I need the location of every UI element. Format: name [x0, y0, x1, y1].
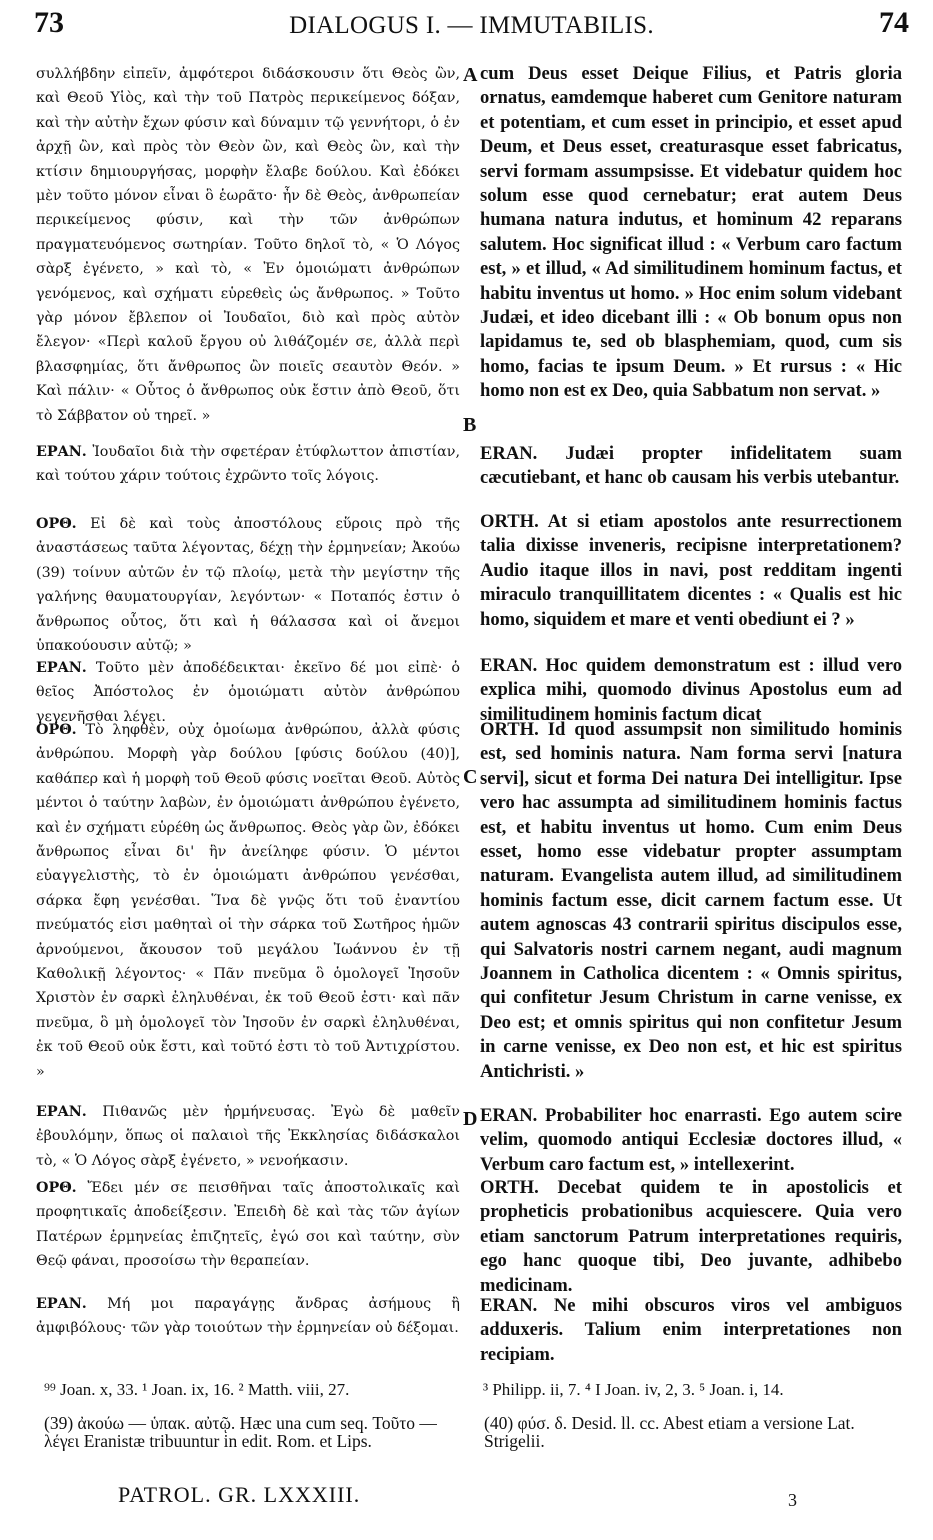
- greek-block-8: [36, 1292, 460, 1368]
- signature-mark: PATROL. GR. LXXXIII.: [118, 1482, 361, 1507]
- latin-block-3: [480, 510, 902, 640]
- latin-block-2: [480, 442, 902, 498]
- greek-paragraph: Μή μοι παραγάγῃς ἄνδρας ἀσήμους ἢ ἀμφιβόλους· τῶν γὰρ τοιούτων τὴν ἑρμηνείαν οὐ δέξομαι.: [36, 1296, 461, 1337]
- latin-block-1: [480, 62, 902, 422]
- speaker-label: ΟΡΘ.: [36, 722, 77, 738]
- scripture-footnotes: [36, 1380, 916, 1404]
- latin-paragraph: Ne mihi obscuros viros vel ambiguos adduxeris. Talium enim interpretationes non recipiam.: [480, 1295, 902, 1365]
- greek-block-6: [36, 1100, 460, 1176]
- left-page-number: 73: [34, 6, 64, 39]
- latin-block-6: [480, 1104, 902, 1176]
- margin-letter-a: A: [463, 64, 478, 86]
- greek-paragraph: συλλήβδην εἰπεῖν, ἀμφότεροι διδάσκουσιν ὅτι Θεὸς ὢν, καὶ Θεοῦ Υἱὸς, καὶ τὴν τοῦ Πατρὸς περικείμενος δόξαν, καὶ τὴν αὐτὴν ἔχων φύσιν καὶ δύναμιν τῷ γεννήτορι, ὁ ἐν ἀρχῇ ὢν, καὶ πρὸς τὸν Θεὸν ὢν, καὶ Θεὸς ὢν, καὶ τὴν κτίσιν δημιουργήσας, μορφὴν ἔλαβε δούλου. Καὶ ἐδόκει μὲν τοῦτο μόνον εἶναι ὃ ἑωρᾶτο· ἦν δὲ Θεὸς, ἀνθρωπείαν περικείμενος φύσιν, καὶ τὴν τῶν ἀνθρώπων πραγματευόμενος σωτηρίαν. Τοῦτο δηλοῖ τὸ, « Ὁ Λόγος σὰρξ ἐγένετο, » καὶ τὸ, « Ἐν ὁμοιώματι ἀνθρώπων γενόμενος, καὶ σχήματι εὑρεθεὶς ὡς ἄνθρωπος. » Τοῦτο γὰρ μόνον ἔβλεπον οἱ Ἰουδαῖοι, διὸ καὶ πρὸς αὐτὸν ἔλεγον· «Περὶ καλοῦ ἔργου οὐ λιθάζομέν σε, ἀλλὰ περὶ βλασφημίας, ὅτι ἄνθρωπος ὢν ποιεῖς σεαυτὸν Θεόν. » Καὶ πάλιν· « Οὗτος ὁ ἄνθρωπος οὐκ ἔστιν ἀπὸ Θεοῦ, ὅτι τὸ Σάββατον οὐ τηρεῖ. »: [36, 66, 460, 424]
- margin-letter-b: B: [463, 414, 477, 436]
- speaker-label: ΟΡΘ.: [36, 1180, 77, 1196]
- right-page-number: 74: [879, 6, 909, 39]
- greek-paragraph: Εἰ δὲ καὶ τοὺς ἀποστόλους εὕροις πρὸ τῆς ἀναστάσεως ταῦτα λέγοντας, δέχῃ τὴν ἑρμηνείαν; Ἀκούω (39) τοίνυν αὐτῶν ἐν τῷ πλοίῳ, μετὰ τὴν μεγίστην τῆς γαλήνης θαυματουργίαν, λεγόντων· « Ποταπός ἐστιν ὁ ἄνθρωπος οὗτος, ὅτι καὶ ἡ θάλασσα καὶ οἱ ἄνεμοι ὑπακούουσιν αὐτῷ; »: [36, 516, 460, 655]
- speaker-label: ΕΡΑΝ.: [36, 1104, 87, 1120]
- greek-paragraph: Ἔδει μέν σε πεισθῆναι ταῖς ἀποστολικαῖς καὶ προφητικαῖς ἀποδείξεσιν. Ἐπειδὴ δὲ καὶ τὰς τῶν ἁγίων Πατέρων ἑρμηνείας ἐπιζητεῖς, ἐγώ σοι καὶ ταύτην, σὺν Θεῷ φάναι, προσοίσω τὴν θεραπείαν.: [36, 1180, 461, 1270]
- editorial-note-39: (39) ἀκούω — ὑπακ. αὐτῷ. Hæc una cum seq. Τοῦτο — λέγει Eranistæ tribuuntur in edit. Rom. et Lips.: [44, 1413, 437, 1451]
- footnote-latin-refs: ³ Philipp. ii, 7. ⁴ I Joan. iv, 2, 3. ⁵ Joan. i, 14.: [483, 1380, 784, 1399]
- speaker-label: ΕΡΑΝ.: [36, 660, 87, 676]
- greek-paragraph: Τοῦτο μὲν ἀποδέδεικται· ἐκεῖνο δέ μοι εἰπὲ· ὁ θεῖος Ἀπόστολος ἐν ὁμοιώματι αὐτὸν ἀνθρώπου γεγενῆσθαι λέγει.: [36, 660, 460, 725]
- speaker-label: ERAN.: [480, 655, 538, 676]
- speaker-label: ΕΡΑΝ.: [36, 1296, 87, 1312]
- speaker-label: ERAN.: [480, 443, 538, 464]
- speaker-label: ORTH.: [480, 719, 539, 740]
- greek-paragraph: Πιθανῶς μὲν ἡρμήνευσας. Ἐγὼ δὲ μαθεῖν ἐβουλόμην, ὅπως οἱ παλαιοὶ τῆς Ἐκκλησίας διδάσκαλοι τὸ, « Ὁ Λόγος σὰρξ ἐγένετο, » νενοήκασιν.: [36, 1104, 460, 1169]
- greek-block-1: [36, 62, 460, 428]
- greek-block-4: [36, 656, 460, 725]
- margin-letter-d: D: [463, 1108, 478, 1130]
- speaker-label: ΕΡΑΝ.: [36, 444, 87, 460]
- speaker-label: ORTH.: [480, 511, 539, 532]
- latin-paragraph: Judæi propter infidelitatem suam cæcutiebant, et hanc ob causam his verbis utebantur.: [480, 443, 902, 489]
- page-header: [30, 6, 913, 46]
- footnote-greek-refs: ⁹⁹ Joan. x, 33. ¹ Joan. ix, 16. ² Matth. viii, 27.: [44, 1380, 350, 1399]
- latin-paragraph: cum Deus esset Deique Filius, et Patris gloria ornatus, eamdemque haberet cum Genitore naturam et potentiam, et cum esset in principio, et esset apud Deum, et Deus esset, creaturasque esset fabricatus, servi formam assumpsisse. Et videbatur quidem hoc solum esse quod cernebatur; erat autem Deus humana natura indutus, et hominum 42 reparans salutem. Hoc significat illud : « Verbum caro factum est, » et illud, « Ad similitudinem hominum factus, et habitu inventus ut homo. » Hoc enim solum videbant Judæi, et ideo dicebant illi : « Ob bonum opus non lapidamus te, sed ob blasphemiam, quod, cum sis homo, facias te ipsum Deum. » Et rursus : « Hic homo non est ex Deo, quia Sabbatum non servat. »: [480, 63, 902, 402]
- running-title: DIALOGUS I. — IMMUTABILIS.: [289, 12, 654, 39]
- latin-block-7: [480, 1176, 902, 1296]
- greek-block-7: [36, 1176, 460, 1292]
- editorial-note-40: (40) φύσ. δ. Desid. ll. cc. Abest etiam a versione Lat. Strigelii.: [484, 1413, 855, 1451]
- margin-letter-c: C: [463, 766, 478, 788]
- sheet-number: 3: [788, 1490, 797, 1510]
- latin-block-4: [480, 654, 902, 725]
- speaker-label: ERAN.: [480, 1295, 538, 1316]
- greek-paragraph: Ἰουδαῖοι διὰ τὴν σφετέραν ἐτύφλωττον ἀπιστίαν, καὶ τούτου χάριν τούτοις ἐχρῶντο τοῖς λόγοις.: [36, 444, 460, 485]
- latin-paragraph: Probabiliter hoc enarrasti. Ego autem scire velim, quomodo antiqui Ecclesiæ doctores illud, « Verbum caro factum est, » intellexerint.: [480, 1105, 902, 1175]
- latin-block-5: [480, 718, 902, 1090]
- latin-paragraph: Id quod assumpsit non similitudo hominis est, sed hominis natura. Nam forma servi [natura servi], sicut et forma Dei natura Dei intelligitur. Ipse vero hac assumpta ad similitudinem hominis factus est, et habitu inventus ut homo. Cum enim Deus esset, homo esse videbatur propter assumptam naturam. Evangelista autem illud, ad similitudinem hominis factum esse, dicit carnem factum esse. Ut autem agnoscas 43 contrarii spiritus discipulos esse, qui Salvatoris nostri carnem negant, audi magnum Joannem in Catholica dicentem : « Omnis spiritus, qui confitetur Jesum Christum in carne venisse, ex Deo est; et omnis spiritus qui non confitetur Jesum in carne venisse, ex Deo non est, et hic est spiritus Antichristi. »: [480, 719, 902, 1082]
- latin-paragraph: At si etiam apostolos ante resurrectionem talia dixisse inveneris, recipisne interpretationem? Audio itaque illos in navi, post redditam ingenti miraculo tranquillitatem dicentes : « Qualis est hic homo, siquidem et mare et venti obediunt ei ? »: [480, 511, 903, 630]
- greek-block-5: [36, 718, 460, 1096]
- speaker-label: ΟΡΘ.: [36, 516, 77, 532]
- latin-paragraph: Hoc quidem demonstratum est : illud vero explica mihi, quomodo divinus Apostolus eum ad similitudinem hominis factum dicat: [480, 655, 902, 725]
- speaker-label: ERAN.: [480, 1105, 538, 1126]
- latin-paragraph: Decebat quidem te in apostolicis et propheticis probationibus acquiescere. Quia vero etiam sanctorum Patrum interpretationes requiris, ego hanc quoque tibi, Deo juvante, adhibebo medicinam.: [480, 1177, 902, 1296]
- speaker-label: ORTH.: [480, 1177, 539, 1198]
- greek-block-2: [36, 440, 460, 512]
- latin-block-8: [480, 1294, 902, 1368]
- greek-block-3: [36, 512, 460, 655]
- greek-paragraph: Τὸ ληφθὲν, οὐχ ὁμοίωμα ἀνθρώπου, ἀλλὰ φύσις ἀνθρώπου. Μορφὴ γὰρ δούλου [φύσις δούλου (40)], καθάπερ καὶ ἡ μορφὴ τοῦ Θεοῦ φύσις νοεῖται Θεοῦ. Αὐτὸς μέντοι ὁ ταύτην λαβὼν, ἐν ὁμοιώματι ἀνθρώπου ἐγένετο, καὶ ἐν σχήματι εὑρέθη ὡς ἄνθρωπος. Θεὸς γὰρ ὢν, ἐδόκει ἄνθρωπος εἶναι δι' ἣν ἀνείληφε φύσιν. Ὁ μέντοι εὐαγγελιστὴς, τὸ ἐν ὁμοιώματι ἀνθρώπου γενέσθαι, σάρκα ἔφη γενέσθαι. Ἵνα δὲ γνῷς ὅτι τοῦ ἐναντίου πνεύματός εἰσι μαθηταὶ οἱ τὴν σάρκα τοῦ Σωτῆρος ἡμῶν ἀρνούμενοι, ἄκουσον τοῦ μεγάλου Ἰωάννου ἐν τῇ Καθολικῇ λέγοντος· « Πᾶν πνεῦμα ὃ ὁμολογεῖ Ἰησοῦν Χριστὸν ἐν σαρκὶ ἐληλυθέναι, ἐκ τοῦ Θεοῦ ἐστι· καὶ πᾶν πνεῦμα, ὃ μὴ ὁμολογεῖ τὸν Ἰησοῦν ἐν σαρκὶ ἐληλυθέναι, ἐκ τοῦ Θεοῦ οὐκ ἔστι, καὶ τοῦτό ἐστι τὸ τοῦ Ἀντιχρίστου. »: [36, 722, 460, 1080]
